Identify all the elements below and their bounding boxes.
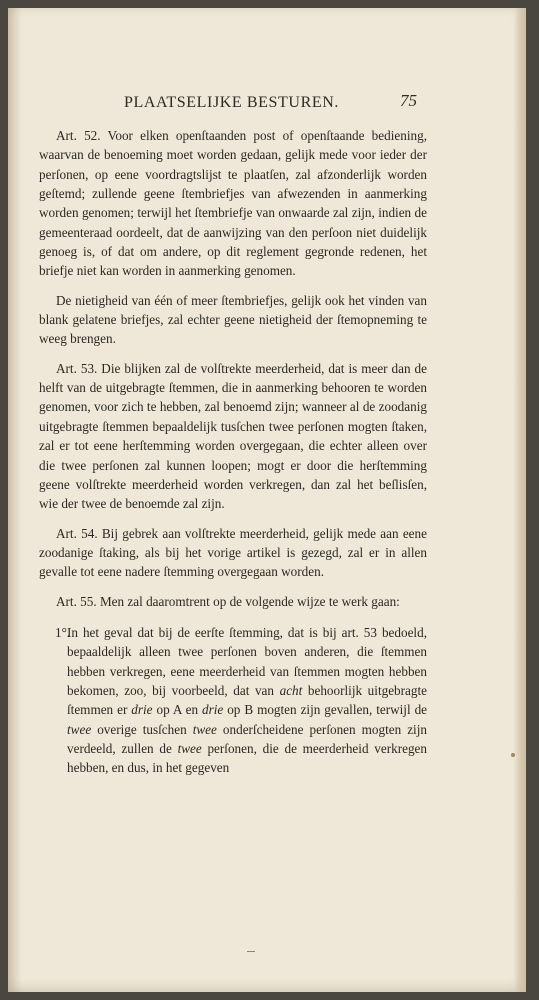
paragraph-art-54: Art. 54. Bij gebrek aan volſtrekte meerderheid, gelijk mede aan eene zoodanige ſtaking, als bij het vorige artikel is gezegd, zal er in allen gevalle tot eene nadere ſtemming overgegaan worden. — [39, 525, 427, 580]
text-segment: op A en — [152, 702, 203, 718]
page-gutter-shadow — [8, 8, 22, 992]
paragraph-art-53: Art. 53. Die blijken zal de volſtrekte meerderheid, dat is meer dan de helft van de uitgebragte ſtemmen, die in aanmerking behooren te worden genomen, voor zich te hebben, zal benoemd zijn; wanneer al de zoodanig uitgebragte ſtemmen bepaaldelijk tusſchen twee perſonen mogten ſtaken, zal er tot eene herſtemming worden overgegaan, die echter alleen over die twee perſonen zal kunnen loopen; mogt er door die herſtemming geene volſtrekte meerderheid worden verkregen, dan zal het beſlisſen, wie der twee de benoemde zal zijn. — [39, 360, 427, 512]
text-segment: In het geval dat bij de eerſte ſtemming, dat is bij art. 53 bedoeld, bepaaldelijk alleen twee perſonen boven anderen, die ſtemmen hebben verkregen, eene meerderheid van ſtemmen mogten hebben bekomen, zoo, bij voorbeeld, dat van — [67, 624, 427, 698]
italic-word: twee — [192, 721, 217, 737]
paragraph-art-52: Art. 52. Voor elken openſtaanden post of openſtaande bediening, waarvan de benoeming moet worden gedaan, gelijk mede voor ieder der perſonen, op eene voordragtslijst te plaatſen, zal afzonderlijk worden geſtemd; zullende geene ſtembriefjes van afwezenden in aanmerking worden genomen; terwijl het ſtembriefje van onwaarde zal zijn, indien de gemeenteraad oordeelt, dat de aanwijzing van den perſoon niet duidelijk genoeg is, of dat om andere, op dit reglement gegronde redenen, het briefje niet kan worden in aanmerking genomen. — [39, 128, 427, 279]
italic-word: twee — [177, 740, 202, 756]
italic-word: drie — [131, 702, 153, 718]
ink-blot — [511, 753, 515, 757]
text-segment: overige tusſchen — [91, 721, 193, 737]
italic-word: acht — [279, 682, 303, 698]
list-item-number: 1°. — [55, 624, 71, 640]
text-segment: perſonen, die de meerderheid verkregen hebben, en dus, in het gegeven — [67, 740, 427, 776]
italic-word: twee — [67, 721, 92, 737]
page-number: 75 — [400, 91, 417, 110]
text-segment: op B mogten zijn gevallen, terwijl de — [223, 702, 428, 718]
page-body — [39, 126, 427, 778]
running-title: PLAATSELIJKE BESTUREN. — [124, 94, 339, 111]
book-page — [8, 8, 526, 992]
paragraph-nietigheid: De nietigheid van één of meer ſtembriefjes, gelijk ook het vinden van blank gelatene briefjes, zal echter geene nietigheid der ſtemopneming te weeg brengen. — [39, 292, 427, 347]
text-segment: onderſcheidene perſonen mogten zijn verdeeld, zullen de — [67, 721, 427, 756]
page-edge-shadow — [514, 8, 526, 992]
list-item — [39, 623, 427, 778]
bottom-mark — [247, 951, 255, 952]
text-segment: behoorlijk uitgebragte ſtemmen er — [67, 682, 428, 718]
paragraph-art-55: Art. 55. Men zal daaromtrent op de volgende wijze te werk gaan: — [56, 593, 400, 609]
list-item-text — [67, 623, 427, 778]
italic-word: drie — [202, 702, 224, 718]
